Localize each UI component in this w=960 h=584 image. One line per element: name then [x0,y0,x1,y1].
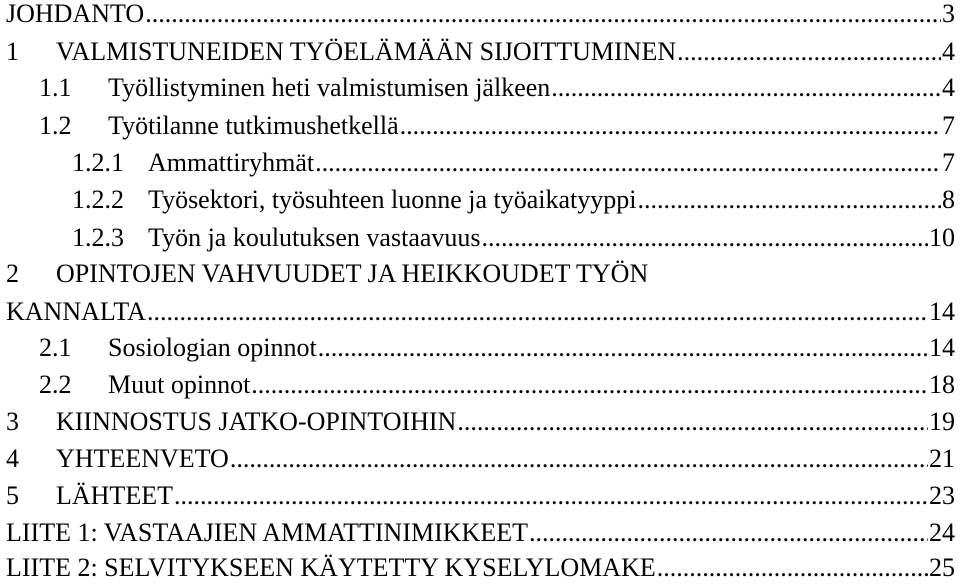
toc-entry-title: Sosiologian opinnot [108,333,317,362]
toc-entry-page: 19 [929,407,955,436]
toc-entry-number: 3 [6,407,19,436]
toc-dot-leader [230,443,928,475]
toc-entry-number: 2.2 [39,370,72,399]
toc-entry-number: 1.1 [39,73,72,102]
toc-entry-number: 5 [6,481,19,510]
toc-entry-title: Muut opinnot [108,370,251,399]
toc-dot-leader [551,72,941,104]
toc-entry-chapter-3[interactable] [6,406,955,438]
toc-entry-appendix-2[interactable] [6,552,955,584]
toc-entry-number: 1.2 [39,111,72,140]
toc-entry-section-2-1[interactable] [39,332,955,364]
toc-entry-number: 1.2.2 [72,185,124,214]
toc-dot-leader [482,222,928,254]
toc-dot-leader [318,332,928,364]
toc-entry-section-1-1[interactable] [39,72,955,104]
toc-entry-subsection-1-2-3[interactable] [72,222,955,254]
toc-entry-page: 21 [929,444,955,473]
toc-entry-number: 2.1 [39,333,72,362]
toc-entry-appendix-1[interactable] [6,517,955,549]
toc-dot-leader [145,0,941,30]
toc-entry-chapter-2-title-line[interactable] [6,258,955,290]
toc-entry-page: 24 [929,518,955,547]
toc-entry-title: OPINTOJEN VAHVUUDET JA HEIKKOUDET TYÖN [56,259,649,288]
toc-entry-page: 14 [929,297,955,326]
toc-entry-title: Ammattiryhmät [148,148,315,177]
toc-dot-leader [251,369,928,401]
toc-entry-page: 4 [942,73,955,102]
toc-entry-title: VALMISTUNEIDEN TYÖELÄMÄÄN SIJOITTUMINEN [56,37,677,66]
toc-entry-number: 1 [6,37,19,66]
toc-entry-number: 1.2.1 [72,148,124,177]
toc-entry-page: 10 [929,223,955,252]
toc-entry-number: 2 [6,259,19,288]
toc-entry-title: YHTEENVETO [56,444,229,473]
toc-entry-johdanto[interactable] [6,0,955,30]
toc-dot-leader [529,517,928,549]
toc-dot-leader [174,480,928,512]
toc-entry-page: 4 [942,37,955,66]
toc-entry-page: 7 [942,148,955,177]
toc-entry-subsection-1-2-2[interactable] [72,184,955,216]
toc-entry-page: 18 [929,370,955,399]
toc-entry-title: JOHDANTO [6,0,145,28]
toc-entry-page: 7 [942,111,955,140]
toc-entry-page: 25 [929,553,955,582]
toc-entry-title: LIITE 1: VASTAAJIEN AMMATTINIMIKKEET [6,518,528,547]
toc-entry-title-continuation: KANNALTA [6,297,146,326]
toc-entry-title: Työllistyminen heti valmistumisen jälkeen [108,73,551,102]
toc-entry-title: Työsektori, työsuhteen luonne ja työaikatyyppi [148,185,637,214]
toc-entry-title: LÄHTEET [56,481,173,510]
toc-entry-subsection-1-2-1[interactable] [72,147,955,179]
toc-entry-number: 1.2.3 [72,223,124,252]
toc-dot-leader [315,147,941,179]
toc-dot-leader [147,296,928,328]
toc-entry-chapter-1[interactable] [6,36,955,68]
toc-entry-title: KIINNOSTUS JATKO-OPINTOIHIN [56,407,457,436]
toc-entry-title: LIITE 2: SELVITYKSEEN KÄYTETTY KYSELYLOMAKE [6,553,656,582]
toc-dot-leader [457,406,928,438]
toc-entry-page: 3 [942,0,955,28]
toc-dot-leader [400,110,941,142]
toc-dot-leader [637,184,941,216]
toc-entry-page: 14 [929,333,955,362]
toc-entry-section-2-2[interactable] [39,369,955,401]
toc-entry-section-1-2[interactable] [39,110,955,142]
toc-entry-page: 8 [942,185,955,214]
toc-entry-title: Työn ja koulutuksen vastaavuus [148,223,481,252]
toc-entry-title: Työtilanne tutkimushetkellä [108,111,399,140]
toc-entry-number: 4 [6,444,19,473]
toc-entry-page: 23 [929,481,955,510]
toc-entry-chapter-5[interactable] [6,480,955,512]
toc-entry-chapter-2[interactable] [6,296,955,328]
toc-dot-leader [657,552,928,584]
toc-dot-leader [677,36,941,68]
toc-entry-chapter-4[interactable] [6,443,955,475]
